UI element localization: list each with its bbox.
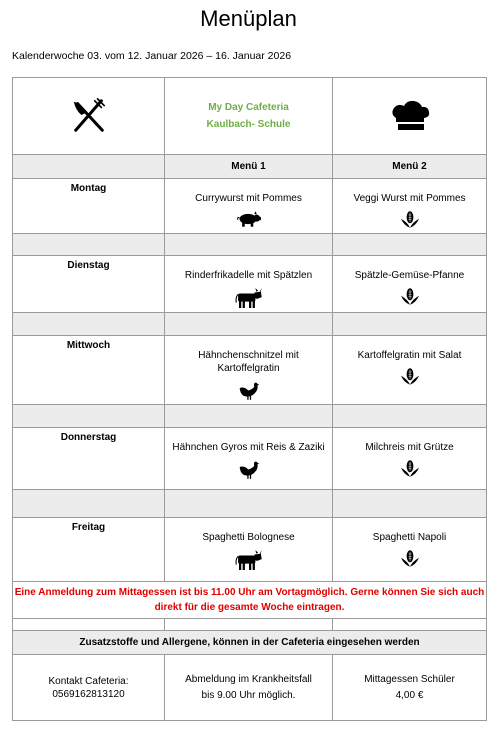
menu2-dish (333, 518, 487, 582)
dish-label: Spätzle-Gemüse-Pfanne (354, 270, 465, 281)
cutlery-cell (13, 78, 165, 155)
day-name: Mittwoch (13, 336, 165, 405)
price-cell (333, 655, 487, 721)
menu1-dish (165, 518, 333, 582)
menu2-dish (333, 256, 487, 313)
day-name: Freitag (13, 518, 165, 582)
day-row-wednesday (13, 336, 487, 405)
price-label: Mittagessen Schüler (364, 673, 455, 685)
menu2-dish (333, 179, 487, 234)
dish-label: Rinderfrikadelle mit Spätzlen (184, 270, 313, 281)
registration-notice: Eine Anmeldung zum Mittagessen ist bis 11.00 Uhr am Vortagmöglich. Gerne können Sie sich auch direkt für die gesamte Woche eintragen. (13, 582, 487, 619)
menu1-dish (165, 336, 333, 405)
cow-icon (235, 550, 263, 570)
vegetarian-leaf-icon (401, 460, 419, 477)
spacer-row (13, 313, 487, 336)
dish-label: Spaghetti Napoli (372, 532, 447, 543)
chicken-icon (238, 381, 260, 400)
dish-label: Kartoffelgratin mit Salat (357, 350, 462, 361)
contact-cell (13, 655, 165, 721)
sick-notice-cell (165, 655, 333, 721)
day-name: Dienstag (13, 256, 165, 313)
menu2-dish (333, 336, 487, 405)
allergens-row (13, 631, 487, 655)
school-name: Kaulbach- Schule (206, 119, 291, 130)
day-row-thursday (13, 428, 487, 490)
column-header-menu1: Menü 1 (165, 155, 333, 179)
cafeteria-name-cell (165, 78, 333, 155)
notice-row (13, 582, 487, 619)
menu1-dish (165, 256, 333, 313)
chef-cell (333, 78, 487, 155)
dish-label: Spaghetti Bolognese (202, 532, 295, 543)
price-value: 4,00 € (395, 689, 424, 701)
pig-icon (237, 211, 261, 227)
chef-hat-icon (390, 100, 430, 132)
vegetarian-leaf-icon (401, 288, 419, 305)
day-name: Montag (13, 179, 165, 234)
dish-label: Currywurst mit Pommes (195, 193, 302, 204)
dish-label: Milchreis mit Grütze (365, 442, 454, 453)
dish-label: Hähnchenschnitzel mit Kartoffelgratin (198, 350, 299, 374)
vegetarian-leaf-icon (401, 211, 419, 228)
cow-icon (235, 288, 263, 308)
spacer-row (13, 234, 487, 256)
cafeteria-name: My Day Cafeteria (208, 102, 289, 113)
header-row (13, 78, 487, 155)
chicken-icon (238, 460, 260, 479)
day-name: Donnerstag (13, 428, 165, 490)
day-row-monday (13, 179, 487, 234)
column-header-empty (13, 155, 165, 179)
allergens-notice: Zusatzstoffe und Allergene, können in der Cafeteria eingesehen werden (13, 631, 487, 655)
day-row-tuesday (13, 256, 487, 313)
vegetarian-leaf-icon (401, 550, 419, 567)
column-header-row (13, 155, 487, 179)
contact-phone: 0569162813120 (52, 688, 125, 700)
contact-label: Kontakt Cafeteria: (48, 675, 129, 687)
column-header-menu2: Menü 2 (333, 155, 487, 179)
menu-table (12, 77, 487, 721)
footer-row (13, 655, 487, 721)
menu1-dish (165, 428, 333, 490)
knife-fork-icon (70, 97, 108, 135)
dish-label: Veggi Wurst mit Pommes (353, 193, 466, 204)
vegetarian-leaf-icon (401, 368, 419, 385)
menu2-dish (333, 428, 487, 490)
menu1-dish (165, 179, 333, 234)
spacer-row (13, 619, 487, 631)
week-line: Kalenderwoche 03. vom 12. Januar 2026 – 16. Januar 2026 (12, 50, 292, 62)
dish-label: Hähnchen Gyros mit Reis & Zaziki (172, 442, 325, 453)
sick-notice: Abmeldung im Krankheitsfall bis 9.00 Uhr möglich. (185, 673, 312, 701)
spacer-row (13, 405, 487, 428)
page-title: Menüplan (200, 6, 297, 31)
spacer-row (13, 490, 487, 518)
day-row-friday (13, 518, 487, 582)
